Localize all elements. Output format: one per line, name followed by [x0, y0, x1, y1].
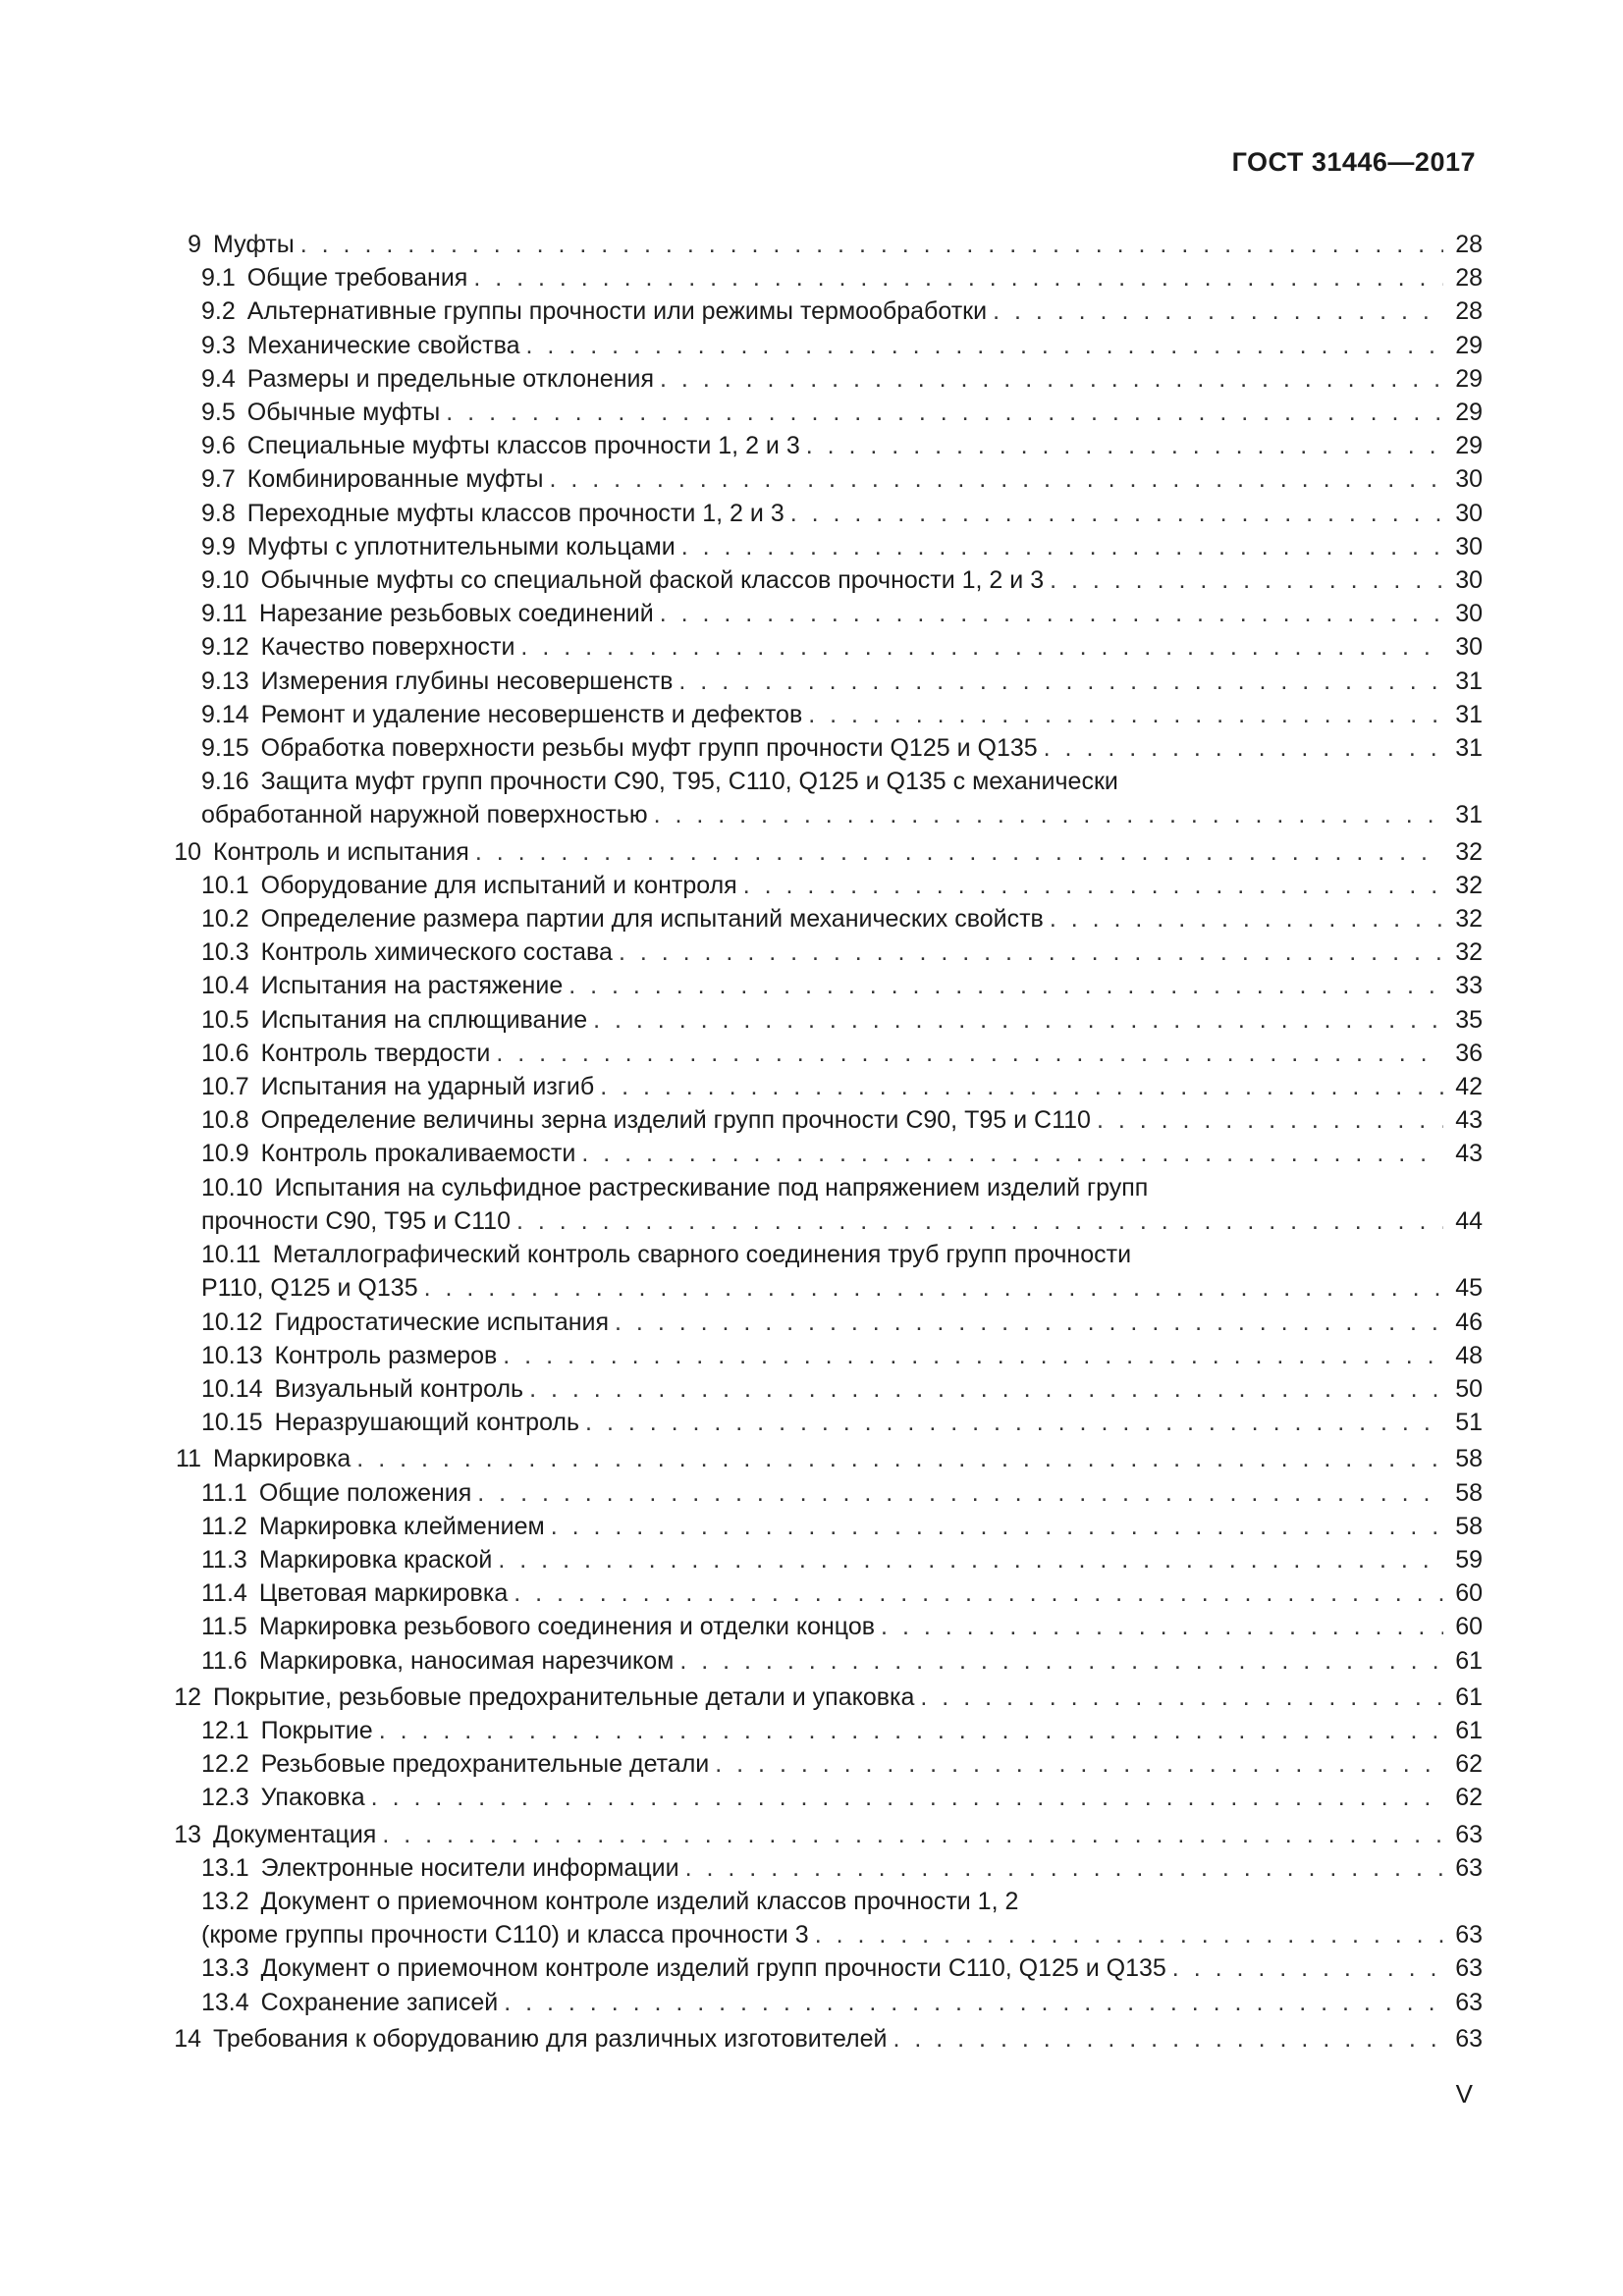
leader-dots [356, 1442, 1443, 1475]
section-title: Оборудование для испытаний и контроля [260, 871, 737, 899]
leader-dots [1172, 1951, 1443, 1985]
toc-section [162, 1306, 1483, 1339]
section-title: Общие положения [258, 1478, 472, 1507]
section-number: 9.8 [201, 499, 236, 527]
page-number-ref: 62 [1455, 1784, 1483, 1812]
leader-dots [300, 228, 1443, 261]
section-title: Механические свойства [246, 331, 520, 359]
page-number-ref: 32 [1455, 905, 1483, 934]
section-title: Покрытие [260, 1716, 373, 1744]
toc-section [162, 1003, 1483, 1037]
toc-section [162, 1238, 1483, 1305]
section-number: 9.16 [201, 768, 249, 796]
toc-section [162, 731, 1483, 765]
page-number-ref: 28 [1455, 264, 1483, 293]
section-title: Требования к оборудованию для различных изготовителей [213, 2024, 888, 2053]
toc-chapter [162, 835, 1483, 869]
section-title: Общие требования [246, 264, 468, 293]
page-number-ref: 46 [1455, 1308, 1483, 1336]
toc-section [162, 1339, 1483, 1372]
toc-section [162, 1103, 1483, 1137]
section-number: 10.15 [201, 1409, 263, 1437]
page-number-ref: 60 [1455, 1613, 1483, 1641]
page-number-ref: 44 [1455, 1206, 1483, 1235]
section-number: 13.4 [201, 1988, 249, 2016]
section-number: 9.2 [201, 297, 236, 326]
toc-section [162, 969, 1483, 1002]
section-title: Размеры и предельные отклонения [246, 364, 655, 393]
section-number: 9.10 [201, 566, 249, 595]
leader-dots [475, 835, 1443, 869]
leader-dots [881, 1610, 1443, 1643]
toc-section [162, 1714, 1483, 1747]
section-title: Обработка поверхности резьбы муфт групп прочности Q125 и Q135 [260, 734, 1038, 763]
page-number-ref: 58 [1455, 1445, 1483, 1473]
section-number: 13 [174, 1820, 201, 1848]
leader-dots [503, 1339, 1443, 1372]
section-number: 10.6 [201, 1039, 249, 1067]
toc-chapter [162, 1442, 1483, 1475]
toc-section [162, 1476, 1483, 1510]
page-number-ref: 48 [1455, 1341, 1483, 1369]
toc-section [162, 1070, 1483, 1103]
page-number-ref: 63 [1455, 2024, 1483, 2053]
leader-dots [581, 1137, 1443, 1170]
toc-section [162, 869, 1483, 902]
section-title: Документ о приемочном контроле изделий классов прочности 1, 2 [260, 1887, 1019, 1915]
section-title: Комбинированные муфты [246, 465, 544, 494]
page-number-ref: 63 [1455, 1988, 1483, 2016]
page-number-ref: 36 [1455, 1039, 1483, 1067]
section-title: Измерения глубины несовершенств [260, 667, 674, 695]
table-of-contents [162, 228, 1483, 2056]
toc-section [162, 765, 1483, 831]
page-number-ref: 43 [1455, 1106, 1483, 1135]
leader-dots [496, 1037, 1443, 1070]
toc-section [162, 1951, 1483, 1985]
section-number: 10.10 [201, 1173, 263, 1201]
toc-chapter [162, 1818, 1483, 1851]
page-number-ref: 32 [1455, 938, 1483, 967]
section-title: Упаковка [260, 1784, 365, 1812]
section-title-continued: (кроме группы прочности С110) и класса прочности 3 [201, 1921, 809, 1949]
toc-section [162, 1610, 1483, 1643]
page-number-ref: 61 [1455, 1646, 1483, 1675]
section-title-continued: обработанной наружной поверхностью [201, 801, 648, 829]
page-number-ref: 43 [1455, 1140, 1483, 1168]
page-number-ref: 63 [1455, 1853, 1483, 1882]
section-title: Определение величины зерна изделий групп прочности С90, Т95 и С110 [260, 1106, 1091, 1135]
page-number-ref: 35 [1455, 1005, 1483, 1034]
page-number-ref: 42 [1455, 1073, 1483, 1101]
document-header: ГОСТ 31446—2017 [1231, 147, 1476, 177]
leader-dots [615, 1306, 1443, 1339]
toc-section [162, 1037, 1483, 1070]
section-title: Защита муфт групп прочности С90, Т95, С110, Q125 и Q135 с механически [260, 768, 1118, 796]
leader-dots [743, 869, 1443, 902]
section-number: 10.14 [201, 1374, 263, 1403]
toc-section [162, 1137, 1483, 1170]
section-title: Испытания на сплющивание [260, 1005, 588, 1034]
section-title: Маркировка краской [258, 1545, 493, 1574]
section-title: Электронные носители информации [260, 1853, 679, 1882]
section-number: 10 [174, 837, 201, 866]
section-number: 11 [176, 1445, 201, 1473]
section-title: Контроль и испытания [213, 837, 469, 866]
section-number: 10.12 [201, 1308, 263, 1336]
toc-section [162, 396, 1483, 429]
toc-section [162, 462, 1483, 496]
leader-dots [920, 1681, 1443, 1714]
section-title: Контроль твердости [260, 1039, 491, 1067]
section-title: Документация [213, 1820, 377, 1848]
page-number-ref: 45 [1455, 1274, 1483, 1303]
leader-dots [371, 1781, 1443, 1814]
section-number: 10.7 [201, 1073, 249, 1101]
page-number-ref: 28 [1455, 231, 1483, 258]
page-number-ref: 28 [1455, 297, 1483, 326]
page-number-ref: 62 [1455, 1750, 1483, 1779]
section-title: Документ о приемочном контроле изделий групп прочности С110, Q125 и Q135 [260, 1954, 1166, 1983]
section-number: 11.6 [201, 1646, 247, 1675]
leader-dots [498, 1543, 1443, 1576]
page-number-ref: 31 [1455, 734, 1483, 763]
toc-section [162, 563, 1483, 597]
leader-dots [806, 429, 1443, 462]
section-title: Неразрушающий контроль [274, 1409, 580, 1437]
section-number: 10.1 [201, 871, 249, 899]
page-number-ref: 31 [1455, 667, 1483, 695]
toc-section [162, 698, 1483, 731]
section-title: Ремонт и удаление несовершенств и дефектов [260, 700, 803, 728]
leader-dots [600, 1070, 1443, 1103]
leader-dots [654, 798, 1443, 831]
section-title: Определение размера партии для испытаний механических свойств [260, 905, 1044, 934]
section-title: Контроль химического состава [260, 938, 613, 967]
page-number-ref: 59 [1455, 1545, 1483, 1574]
toc-section [162, 1406, 1483, 1439]
page-number-ref: 29 [1455, 331, 1483, 359]
section-title: Испытания на растяжение [260, 972, 564, 1000]
leader-dots [1050, 563, 1443, 597]
page-number-ref: 63 [1455, 1954, 1483, 1983]
section-number: 10.3 [201, 938, 249, 967]
section-number: 9.6 [201, 432, 236, 460]
toc-section [162, 1851, 1483, 1885]
page-number-ref: 58 [1455, 1512, 1483, 1540]
toc-section [162, 1986, 1483, 2019]
toc-section [162, 1644, 1483, 1678]
leader-dots [808, 698, 1443, 731]
section-title: Качество поверхности [260, 633, 515, 662]
toc-section [162, 530, 1483, 563]
section-number: 12.2 [201, 1750, 249, 1779]
toc-section [162, 902, 1483, 935]
section-number: 11.2 [201, 1512, 247, 1540]
section-number: 14 [174, 2024, 201, 2053]
leader-dots [1044, 731, 1443, 765]
page-number-ref: 32 [1455, 837, 1483, 866]
leader-dots [526, 329, 1443, 362]
page-number-ref: 32 [1455, 871, 1483, 899]
page-number-ref: 60 [1455, 1579, 1483, 1608]
section-number: 10.13 [201, 1341, 263, 1369]
section-title: Обычные муфты [246, 399, 441, 427]
leader-dots [516, 1204, 1443, 1238]
section-number: 10.4 [201, 972, 249, 1000]
section-title: Маркировка [213, 1445, 352, 1473]
page-number-ref: 29 [1455, 364, 1483, 393]
section-number: 9.13 [201, 667, 249, 695]
toc-section [162, 329, 1483, 362]
section-number: 11.1 [201, 1478, 247, 1507]
leader-dots [715, 1747, 1443, 1781]
leader-dots [681, 530, 1443, 563]
leader-dots [551, 1510, 1443, 1543]
section-title-continued: Р110, Q125 и Q135 [201, 1274, 418, 1303]
section-number: 12 [174, 1682, 201, 1711]
leader-dots [593, 1003, 1443, 1037]
section-title: Испытания на ударный изгиб [260, 1073, 595, 1101]
page-number-ref: 51 [1455, 1409, 1483, 1437]
page-number-ref: 33 [1455, 972, 1483, 1000]
toc-section [162, 1747, 1483, 1781]
leader-dots [446, 396, 1443, 429]
leader-dots [619, 935, 1443, 969]
leader-dots [678, 665, 1443, 698]
section-number: 10.5 [201, 1005, 249, 1034]
leader-dots [520, 630, 1443, 664]
section-title: Муфты [213, 231, 295, 258]
section-title: Цветовая маркировка [258, 1579, 509, 1608]
page-number-ref: 29 [1455, 432, 1483, 460]
section-number: 9.7 [201, 465, 236, 494]
toc-section [162, 665, 1483, 698]
page-number-ref: 30 [1455, 600, 1483, 628]
page-number-ref: 63 [1455, 1820, 1483, 1848]
leader-dots [529, 1372, 1443, 1406]
toc-section [162, 1372, 1483, 1406]
section-number: 13.2 [201, 1887, 249, 1915]
page-number-ref: 30 [1455, 499, 1483, 527]
leader-dots [379, 1714, 1443, 1747]
leader-dots [790, 497, 1443, 530]
section-number: 9 [188, 231, 201, 258]
toc-section [162, 1885, 1483, 1951]
toc-section [162, 362, 1483, 396]
page-number-ref: 31 [1455, 700, 1483, 728]
toc-chapter [162, 1681, 1483, 1714]
section-title: Обычные муфты со специальной фаской классов прочности 1, 2 и 3 [260, 566, 1045, 595]
section-number: 11.3 [201, 1545, 247, 1574]
leader-dots [1050, 902, 1443, 935]
toc-section [162, 597, 1483, 630]
section-title: Контроль прокаливаемости [260, 1140, 576, 1168]
section-title: Резьбовые предохранительные детали [260, 1750, 710, 1779]
page-number-ref: 63 [1455, 1921, 1483, 1949]
section-title: Сохранение записей [260, 1988, 499, 2016]
leader-dots [473, 261, 1443, 294]
page-number-ref: 30 [1455, 633, 1483, 662]
leader-dots [504, 1986, 1443, 2019]
section-title: Гидростатические испытания [274, 1308, 610, 1336]
leader-dots [660, 362, 1443, 396]
section-title: Специальные муфты классов прочности 1, 2 и 3 [246, 432, 800, 460]
page-number-ref: 29 [1455, 399, 1483, 427]
section-number: 9.5 [201, 399, 236, 427]
section-number: 9.1 [201, 264, 236, 293]
toc-section [162, 1510, 1483, 1543]
page-number-ref: 61 [1455, 1682, 1483, 1711]
section-title: Покрытие, резьбовые предохранительные детали и упаковка [213, 1682, 915, 1711]
section-number: 9.11 [201, 600, 247, 628]
section-number: 10.8 [201, 1106, 249, 1135]
section-title: Металлографический контроль сварного соединения труб групп прочности [272, 1241, 1132, 1269]
leader-dots [893, 2022, 1443, 2056]
toc-section [162, 261, 1483, 294]
section-title: Испытания на сульфидное растрескивание под напряжением изделий групп [274, 1173, 1149, 1201]
page-number-ref: 58 [1455, 1478, 1483, 1507]
toc-section [162, 1576, 1483, 1610]
toc-section [162, 630, 1483, 664]
toc-section [162, 1781, 1483, 1814]
leader-dots [660, 597, 1443, 630]
page-number-ref: 50 [1455, 1374, 1483, 1403]
toc-section [162, 497, 1483, 530]
section-number: 9.3 [201, 331, 236, 359]
toc-section [162, 1543, 1483, 1576]
leader-dots [815, 1918, 1443, 1951]
section-number: 12.3 [201, 1784, 249, 1812]
leader-dots [477, 1476, 1443, 1510]
toc-section [162, 429, 1483, 462]
section-number: 9.14 [201, 700, 249, 728]
toc-section [162, 294, 1483, 328]
section-number: 10.2 [201, 905, 249, 934]
leader-dots [514, 1576, 1443, 1610]
leader-dots [679, 1644, 1443, 1678]
section-number: 12.1 [201, 1716, 249, 1744]
section-title: Визуальный контроль [274, 1374, 524, 1403]
leader-dots [549, 462, 1443, 496]
section-number: 10.11 [201, 1241, 261, 1269]
section-title: Контроль размеров [274, 1341, 498, 1369]
section-number: 10.9 [201, 1140, 249, 1168]
leader-dots [1097, 1103, 1443, 1137]
leader-dots [993, 294, 1443, 328]
section-number: 9.4 [201, 364, 236, 393]
section-title: Переходные муфты классов прочности 1, 2 и 3 [246, 499, 784, 527]
toc-chapter [162, 228, 1483, 261]
leader-dots [568, 969, 1443, 1002]
section-number: 9.15 [201, 734, 249, 763]
section-number: 13.3 [201, 1954, 249, 1983]
leader-dots [382, 1818, 1443, 1851]
page-number-ref: 30 [1455, 532, 1483, 561]
section-title: Маркировка, наносимая нарезчиком [258, 1646, 675, 1675]
toc-chapter [162, 2022, 1483, 2056]
leader-dots [585, 1406, 1443, 1439]
section-title: Нарезание резьбовых соединений [258, 600, 654, 628]
toc-section [162, 935, 1483, 969]
section-title: Муфты с уплотнительными кольцами [246, 532, 676, 561]
section-number: 9.9 [201, 532, 236, 561]
leader-dots [424, 1271, 1443, 1305]
section-number: 9.12 [201, 633, 249, 662]
section-title: Маркировка клеймением [258, 1512, 545, 1540]
section-title-continued: прочности С90, Т95 и С110 [201, 1206, 511, 1235]
section-title: Альтернативные группы прочности или режимы термообработки [246, 297, 988, 326]
leader-dots [685, 1851, 1443, 1885]
section-number: 13.1 [201, 1853, 249, 1882]
section-number: 11.5 [201, 1613, 247, 1641]
section-title: Маркировка резьбового соединения и отделки концов [258, 1613, 876, 1641]
page-number-ref: 31 [1455, 801, 1483, 829]
page-number-ref: 61 [1455, 1716, 1483, 1744]
section-number: 11.4 [201, 1579, 247, 1608]
page-number: V [1455, 2079, 1473, 2109]
page-number-ref: 30 [1455, 566, 1483, 595]
toc-section [162, 1171, 1483, 1238]
page-number-ref: 30 [1455, 465, 1483, 494]
